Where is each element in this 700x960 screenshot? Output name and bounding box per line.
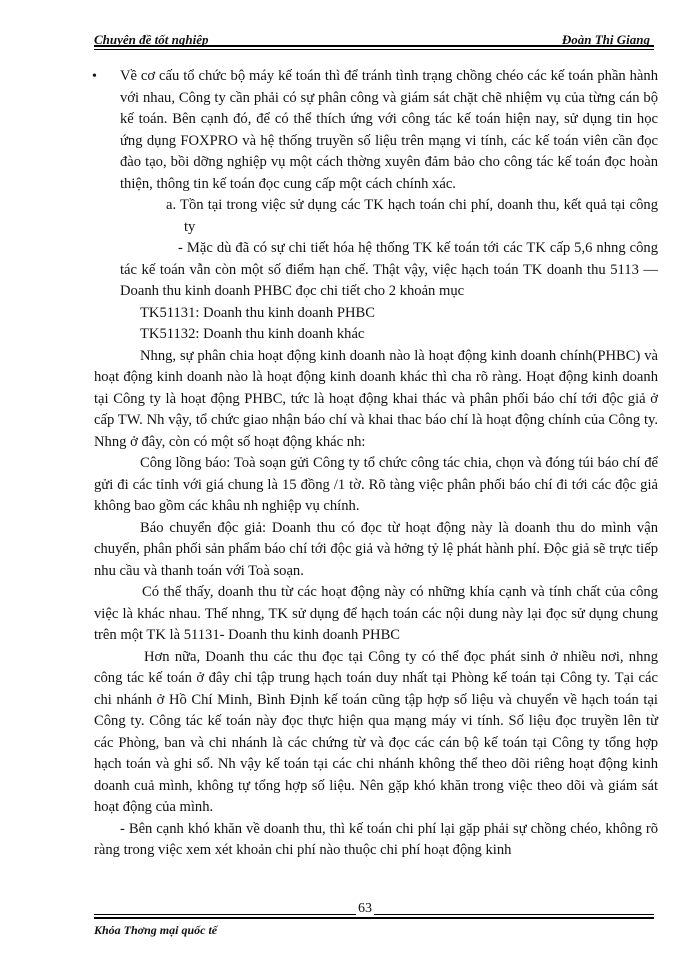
paragraph-dash: - Mặc dù đã có sự chi tiết hóa hệ thống TK kế toán tới các TK cấp 5,6 nhng công tác kế toán vẫn còn một số điểm hạn chế. Thật vậy, việc hạch toán TK doanh thu 5113 — Doanh thu kinh doanh PHBC đọc chi tiết cho 2 khoản mục xyxy=(120,240,658,299)
paragraph: Hơn nữa, Doanh thu các thu đọc tại Công ty có thể đọc phát sinh ở nhiều nơi, nhng công tác kế toán ở đây chỉ tập trung hạch toán duy nhất tại Phòng kế toán tại Công ty. Tại các chi nhánh ở Hồ Chí Minh, Bình Định kế toán cũng tập hợp số liệu và chuyển về hạch toán tại Công ty. Công tác kế toán này đọc thực hiện qua mạng máy vi tính. Số liệu đọc truyền lên từ các Phòng, ban và chi nhánh là các chứng từ và đọc các cán bộ kế toán tại Công ty tổng hợp hạch toán và ghi sổ. Nh vậy kế toán tại các chi nhánh không thể theo dõi riêng hoạt động kinh doanh cuả mình, không tự tổng hợp số liệu. Nên gặp khó khăn trong việc theo dõi và giám sát hoạt động của mình. xyxy=(94,648,658,815)
header-title: Chuyên đề tốt nghiệp xyxy=(94,32,209,47)
paragraph: Báo chuyển độc giả: Doanh thu có đọc từ hoạt động này là doanh thu do mình vận chuyển, phân phối sản phẩm báo chí tới độc giả và hởng tỷ lệ phát hành phí. Độc giả sẽ trực tiếp nhu cầu và thanh toán với Toà soạn. xyxy=(94,519,658,579)
bullet-icon: • xyxy=(92,69,97,84)
account-line: TK51131: Doanh thu kinh doanh PHBC xyxy=(140,304,375,321)
paragraph: Công lồng báo: Toà soạn gửi Công ty tổ chức công tác chia, chọn và đóng túi báo chí để gửi đi các tỉnh với giá chung là 15 đồng /1 tờ. Rõ tàng việc phân phối báo chí đi tới các độc giả không bao gồm các khâu nh nghiệp vụ chính. xyxy=(94,455,658,514)
paragraph-bullet xyxy=(94,66,658,195)
paragraph-text: Về cơ cấu tổ chức bộ máy kế toán thì để tránh tình trạng chồng chéo các kế toán phần hành với nhau, Công ty cần phải có sự phân công và giám sát chặt chẽ nhiệm vụ của từng cán bộ kế toán. Bên cạnh đó, để có thể thích ứng với công tác kế toán hiện nay, sử dụng tin học ứng dụng FOXPRO và hệ thống truyền số liệu trên mạng vi tính, các kế toán viên cần đọc đào tạo, bồi dỡng nghiệp vụ một cách thờng xuyên đảm bảo cho công tác kế toán đọc hoàn thiện, thông tin kế toán đọc cung cấp một cách chính xác. xyxy=(120,68,658,192)
subheading-a: a. Tồn tại trong việc sử dụng các TK hạch toán chi phí, doanh thu, kết quả tại công ty xyxy=(166,197,658,235)
page-header xyxy=(94,26,654,46)
page-number: 63 xyxy=(358,901,372,916)
footer-rule-thin xyxy=(94,914,654,915)
account-line: TK51132: Doanh thu kinh doanh khác xyxy=(140,326,365,342)
header-author: Đoàn Thị Giang xyxy=(561,32,650,47)
header-rule-thin xyxy=(94,49,654,50)
footer-rule xyxy=(94,917,654,919)
paragraph: Nhng, sự phân chia hoạt động kinh doanh nào là hoạt động kinh doanh chính(PHBC) và hoạt động kinh doanh nào là hoạt động kinh doanh khác thì cha rõ ràng. Hoạt động kinh doanh tại Công ty là hoạt động PHBC, tức là hoạt động khai thác và phân phối báo chí tới độc giả ở cấp TW. Nh vậy, tổ chức giao nhận báo chí và khai thac báo chí là hoạt động chính của Công ty. Nhng ở đây, còn có một số hoạt động khác nh: xyxy=(94,347,658,450)
footer-text: Khóa Thơng mại quốc tế xyxy=(94,923,218,937)
paragraph-dash: - Bên cạnh khó khăn về doanh thu, thì kế toán chi phí lại gặp phải sự chồng chéo, không rõ ràng trong việc xem xét khoản chi phí nào thuộc chi phí hoạt động kinh xyxy=(94,820,658,858)
header-rule xyxy=(94,45,654,47)
paragraph: Có thể thấy, doanh thu từ các hoạt động này có những khía cạnh và tính chất của công việc là khác nhau. Thế nhng, TK sử dụng để hạch toán các nội dung này lại đọc sử dụng chung trên một TK là 51131- Doanh thu kinh doanh PHBC xyxy=(94,584,658,643)
page-body xyxy=(94,66,658,862)
